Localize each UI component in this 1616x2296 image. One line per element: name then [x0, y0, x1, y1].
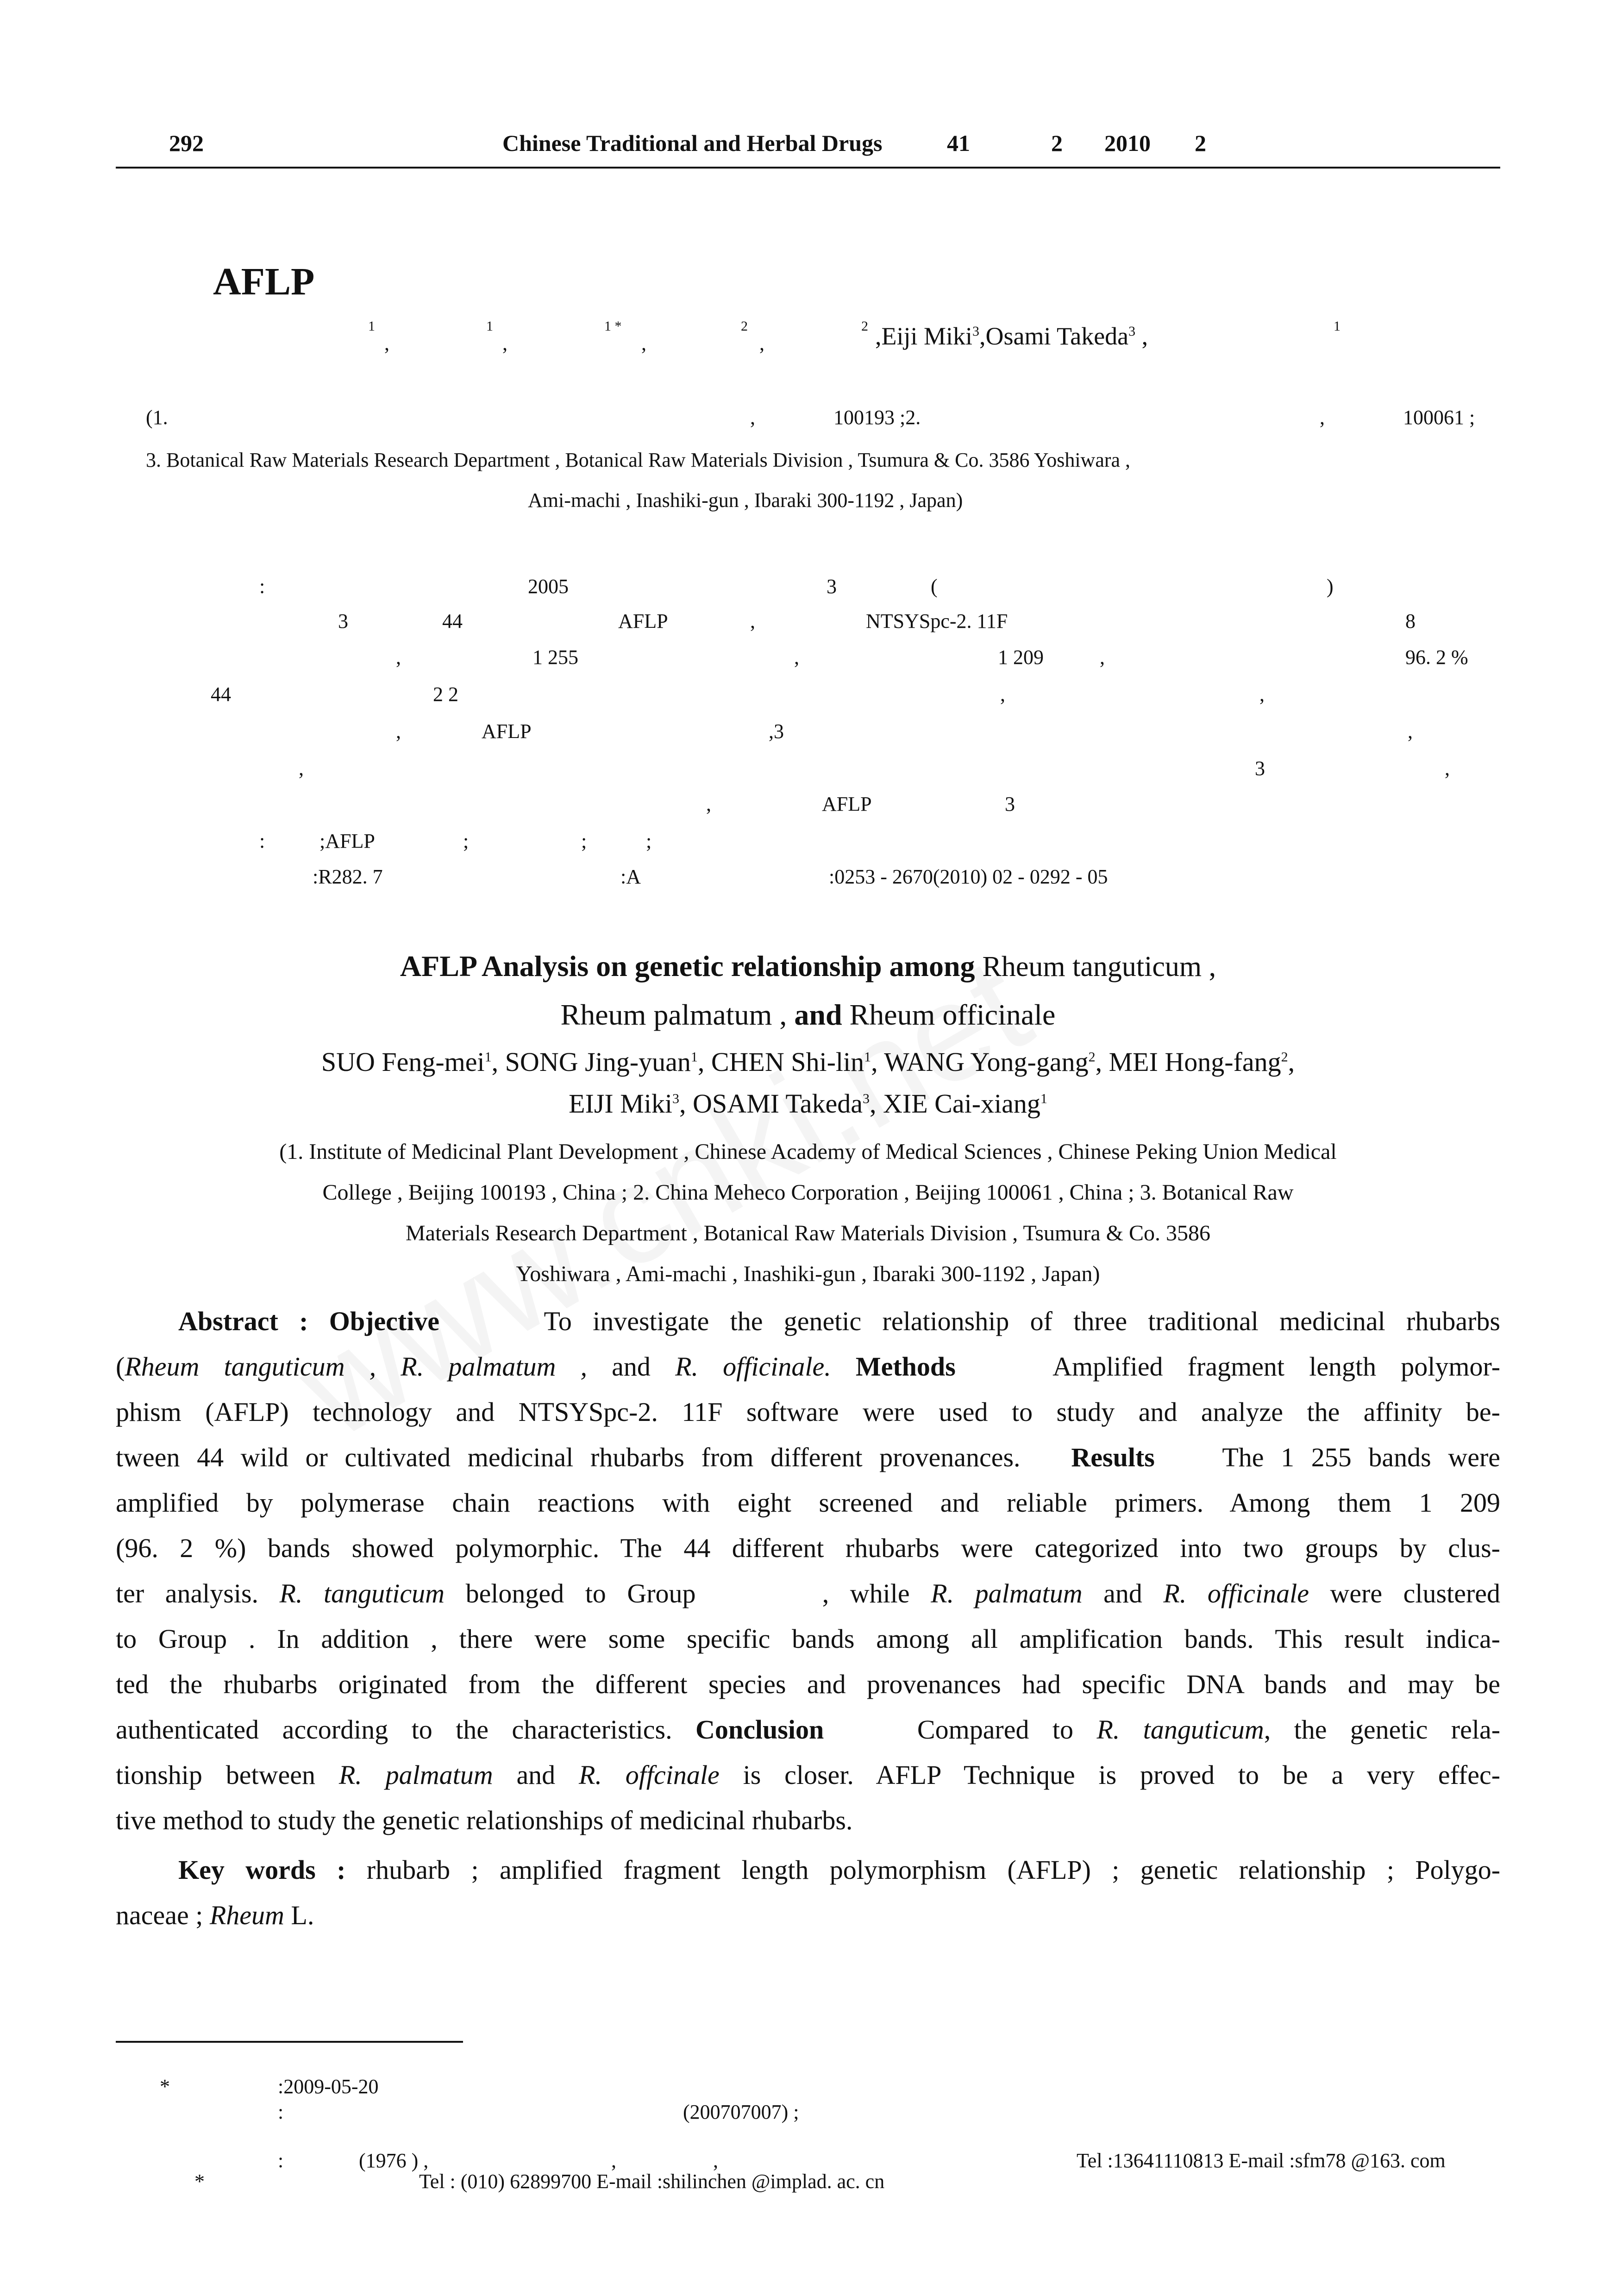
- volume: 41: [947, 130, 970, 156]
- cn-semicolon: ;: [463, 830, 469, 852]
- cn-abs-pct: 96. 2 %: [1405, 646, 1468, 669]
- cn-affil-open: (1.: [146, 406, 168, 429]
- en-authors-line-2: EIJI Miki$^3$, OSAMI Takeda$^3$, XIE Cai-xiang$^1$: [569, 1089, 1047, 1119]
- cn-keywords: ;AFLP: [319, 830, 375, 852]
- footnote-rule: [116, 2041, 463, 2043]
- en-affil-line-2: College , Beijing 100193 , China ; 2. China Meheco Corporation , Beijing 100061 , China ; 3. Botanical Raw: [322, 1180, 1294, 1205]
- abstract-line: (Rheum tanguticum , R. palmatum , and R. officinale. Methods Amplified fragment length polymor-: [116, 1351, 1501, 1382]
- abstract-line: Abstract : Objective To investigate the genetic relationship of three traditional medicinal rhubarbs: [178, 1306, 1500, 1336]
- cn-kw-colon: :: [259, 830, 265, 852]
- cn-affil-line-2: 3. Botanical Raw Materials Research Department , Botanical Raw Materials Division , Tsumura & Co. 3586 Yoshiwara ,: [146, 449, 1131, 471]
- cn-abs-num: 3: [827, 575, 837, 598]
- cn-abs-groups: 2 2: [433, 683, 458, 706]
- footnote-bio-year: (1976 ) ,: [359, 2149, 429, 2172]
- keywords-line: naceae ; Rheum L.: [116, 1900, 314, 1930]
- cn-abs-num: 44: [442, 610, 463, 632]
- cn-abs-num: 3: [1005, 793, 1015, 815]
- abstract-line: amplified by polymerase chain reactions with eight screened and reliable primers. Among them 1 209: [116, 1488, 1500, 1518]
- issue: 2: [1051, 130, 1063, 156]
- abstract-line: tween 44 wild or cultivated medicinal rhubarbs from different provenances. Results The 1 255 bands were: [116, 1442, 1501, 1472]
- keywords-line: Key words : rhubarb ; amplified fragment length polymorphism (AFLP) ; genetic relationship ; Polygo-: [178, 1855, 1501, 1885]
- footnote-bio-colon: :: [278, 2149, 284, 2172]
- cn-comma: ,: [706, 793, 711, 815]
- cn-comma: ,: [641, 332, 646, 355]
- footnote-comma: ,: [611, 2149, 616, 2172]
- en-abstract: [116, 1299, 1500, 1843]
- abstract-line: phism (AFLP) technology and NTSYSpc-2. 11F software were used to study and analyze the affinity be-: [116, 1397, 1500, 1427]
- cn-comma: ,: [1408, 720, 1413, 743]
- footnote-star: *: [160, 2075, 170, 2098]
- page-number: 292: [169, 130, 204, 156]
- en-affil-line-4: Yoshiwara , Ami-machi , Inashiki-gun , Ibaraki 300-1192 , Japan): [516, 1262, 1100, 1286]
- footnote-fund-colon: :: [278, 2101, 284, 2123]
- en-affil-line-1: (1. Institute of Medicinal Plant Development , Chinese Academy of Medical Sciences , Chinese Peking Union Medical: [279, 1139, 1337, 1164]
- cn-comma: ,: [384, 332, 389, 355]
- abstract-line: tive method to study the genetic relationships of medicinal rhubarbs.: [116, 1805, 853, 1835]
- cn-semicolon: ;: [581, 830, 587, 852]
- cn-comma: ,: [1259, 683, 1265, 706]
- cn-comma: ,: [1100, 646, 1105, 669]
- cn-author-sup: 2: [741, 319, 748, 334]
- cn-doc-code: :A: [620, 865, 641, 888]
- cn-author-sup: 1: [486, 319, 493, 334]
- cn-author-sup: 1: [368, 319, 375, 334]
- footnote-received: :2009-05-20: [278, 2075, 379, 2098]
- abstract-line: (96. 2 %) bands showed polymorphic. The 44 different rhubarbs were categorized into two groups by clus-: [116, 1533, 1500, 1563]
- cn-author-sup: 2: [861, 319, 868, 334]
- journal-name: Chinese Traditional and Herbal Drugs: [502, 130, 883, 156]
- cn-abs-software: NTSYSpc-2. 11F: [866, 610, 1008, 632]
- cn-comma: ,: [1320, 406, 1325, 429]
- cn-abs-year: 2005: [528, 575, 569, 598]
- cn-affil-postcode-1: 100193 ;2.: [833, 406, 921, 429]
- en-affil-line-3: Materials Research Department , Botanical Raw Materials Division , Tsumura & Co. 3586: [405, 1221, 1211, 1245]
- abstract-line: tionship between R. palmatum and R. offcinale is closer. AFLP Technique is proved to be a very effec-: [116, 1760, 1501, 1790]
- year: 2010: [1104, 130, 1151, 156]
- cn-comma: ,: [750, 406, 755, 429]
- footnote-corr-contact: Tel : (010) 62899700 E-mail :shilinchen @implad. ac. cn: [419, 2170, 885, 2193]
- footnote-fund-no: (200707007) ;: [683, 2101, 799, 2123]
- abstract-line: ter analysis. R. tanguticum belonged to Group , while R. palmatum and R. officinale were clustered: [116, 1578, 1501, 1608]
- cn-abs-num: ,3: [769, 720, 784, 743]
- cn-author-sup: 1: [1334, 319, 1340, 334]
- cn-comma: ,: [750, 610, 755, 632]
- cn-comma: ,: [502, 332, 507, 355]
- cn-abs-paren: ): [1327, 575, 1334, 598]
- month: 2: [1195, 130, 1206, 156]
- cn-clc: :R282. 7: [313, 865, 383, 888]
- en-title-line-2: Rheum palmatum , and Rheum officinale: [560, 998, 1056, 1031]
- cn-abs-aflp: AFLP: [482, 720, 532, 743]
- en-title-line-1: AFLP Analysis on genetic relationship among Rheum tanguticum ,: [400, 950, 1216, 982]
- cn-comma: ,: [396, 646, 401, 669]
- cn-comma: ,: [1445, 757, 1450, 780]
- cn-author-sup: 1 *: [604, 319, 622, 334]
- cn-abs-num: 3: [338, 610, 348, 632]
- footnote-bio-contact: Tel :13641110813 E-mail :sfm78 @163. com: [1077, 2149, 1446, 2172]
- cn-abs-num: 44: [211, 683, 231, 706]
- cn-abs-paren: (: [931, 575, 938, 598]
- abstract-line: to Group . In addition , there were some specific bands among all amplification bands. This result indica-: [116, 1624, 1500, 1654]
- cn-abs-poly: 1 209: [998, 646, 1044, 669]
- cn-author-eiji: ,Eiji Miki$^3$,Osami Takeda$^3$ ,: [875, 322, 1148, 350]
- cn-semicolon: ;: [646, 830, 652, 852]
- cn-comma: ,: [794, 646, 799, 669]
- cn-abs-num: 8: [1405, 610, 1416, 632]
- header-rule: [116, 167, 1500, 169]
- abstract-line: ted the rhubarbs originated from the different species and provenances had specific DNA bands and may be: [116, 1669, 1500, 1699]
- footnote-comma: ,: [713, 2149, 718, 2172]
- cn-abs-aflp: AFLP: [618, 610, 668, 632]
- cn-abs-aflp: AFLP: [822, 793, 872, 815]
- cn-colon: :: [259, 575, 265, 598]
- en-authors-line-1: SUO Feng-mei$^1$, SONG Jing-yuan$^1$, CHEN Shi-lin$^1$, WANG Yong-gang$^2$, MEI Hong-fang$^2$,: [321, 1047, 1295, 1077]
- abstract-line: authenticated according to the characteristics. Conclusion Compared to R. tanguticum, the genetic rela-: [116, 1714, 1501, 1745]
- en-keywords: [116, 1847, 1500, 1938]
- cn-affil-line-3: Ami-machi , Inashiki-gun , Ibaraki 300-1192 , Japan): [528, 489, 963, 512]
- cn-affil-postcode-2: 100061 ;: [1403, 406, 1475, 429]
- cn-comma: ,: [1000, 683, 1005, 706]
- cn-title: AFLP: [213, 260, 315, 303]
- cn-abs-bands: 1 255: [532, 646, 578, 669]
- cn-article-no: :0253 - 2670(2010) 02 - 0292 - 05: [829, 865, 1108, 888]
- cn-comma: ,: [299, 757, 304, 780]
- cn-comma: ,: [396, 720, 401, 743]
- footnote-star: *: [194, 2170, 205, 2193]
- cn-comma: ,: [759, 332, 764, 355]
- cn-abs-num: 3: [1255, 757, 1265, 780]
